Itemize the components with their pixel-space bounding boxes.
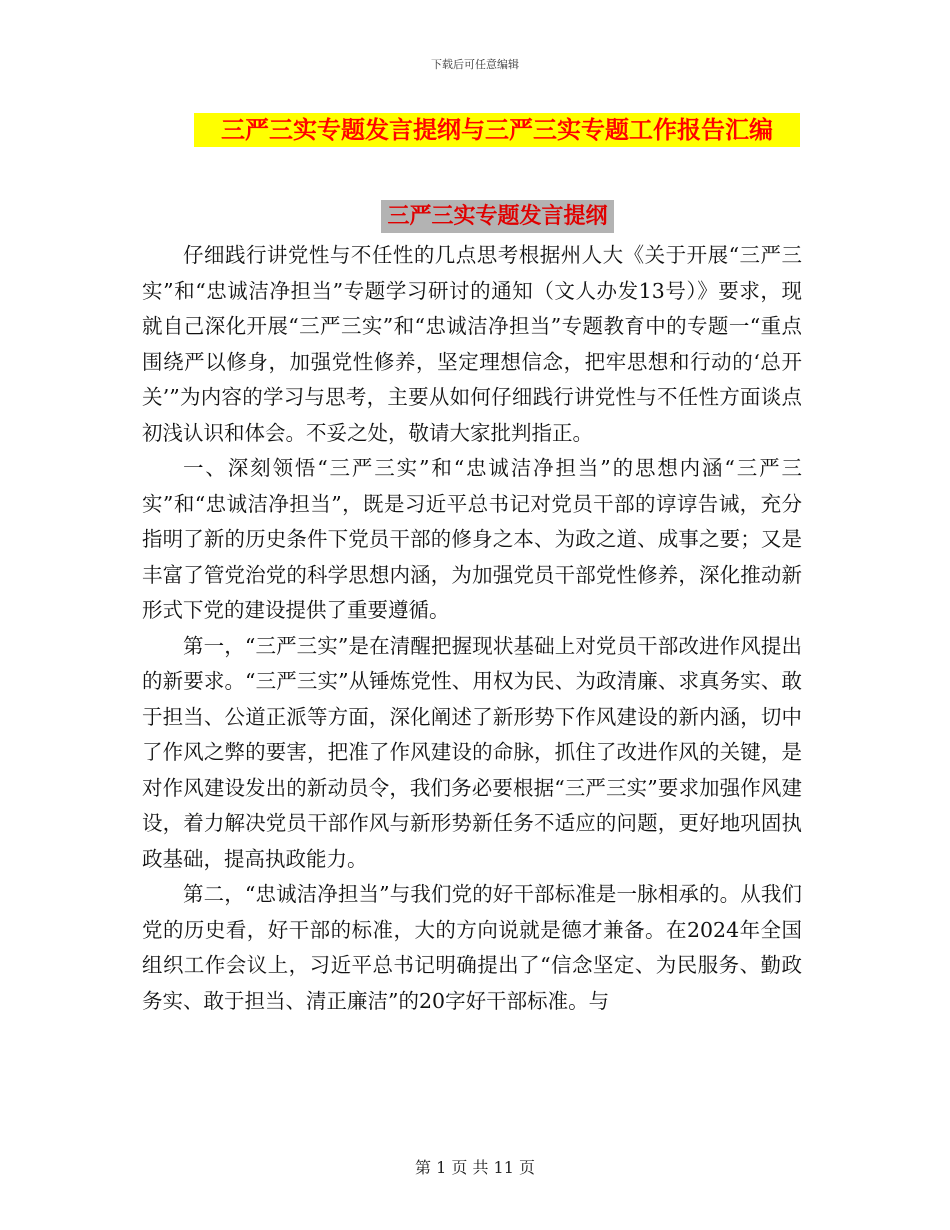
document-title: 三严三实专题发言提纲与三严三实专题工作报告汇编: [194, 113, 800, 147]
paragraph: 第一，“三严三实”是在清醒把握现状基础上对党员干部改进作风提出的新要求。“三严三实”从锤炼党性、用权为民、为政清廉、求真务实、敢于担当、公道正派等方面，深化阐述了新形势下作风建设的新内涵，切中了作风之弊的要害，把准了作风建设的命脉，抓住了改进作风的关键，是对作风建设发出的新动员令，我们务必要根据“三严三实”要求加强作风建设，着力解决党员干部作风与新形势新任务不适应的问题，更好地巩固执政基础，提高执政能力。: [142, 633, 802, 871]
page-number: 第 1 页 共 11 页: [415, 1158, 535, 1177]
paragraph: 一、深刻领悟“三严三实”和“忠诚洁净担当”的思想内涵“三严三实”和“忠诚洁净担当”，既是习近平总书记对党员干部的谆谆告诫，充分指明了新的历史条件下党员干部的修身之本、为政之道、成事之要；又是丰富了管党治党的科学思想内涵，为加强党员干部党性修养，深化推动新形式下党的建设提供了重要遵循。: [142, 456, 802, 622]
page-header-note: 下载后可任意编辑: [431, 58, 519, 71]
paragraph: 第二，“忠诚洁净担当”与我们党的好干部标准是一脉相承的。从我们党的历史看，好干部的标准，大的方向说就是德才兼备。在2024年全国组织工作会议上，习近平总书记明确提出了“信念坚定、为民服务、勤政务实、敢于担当、清正廉洁”的20字好干部标准。与: [142, 882, 802, 1013]
paragraph: 仔细践行讲党性与不任性的几点思考根据州人大《关于开展“三严三实”和“忠诚洁净担当”专题学习研讨的通知（文人办发13号）》要求，现就自己深化开展“三严三实”和“忠诚洁净担当”专题教育中的专题一“重点围绕严以修身，加强党性修养，坚定理想信念，把牢思想和行动的‘总开关’”为内容的学习与思考，主要从如何仔细践行讲党性与不任性方面谈点初浅认识和体会。不妥之处，敬请大家批判指正。: [142, 243, 802, 445]
document-body: [142, 238, 802, 1019]
section-title: 三严三实专题发言提纲: [381, 200, 614, 233]
